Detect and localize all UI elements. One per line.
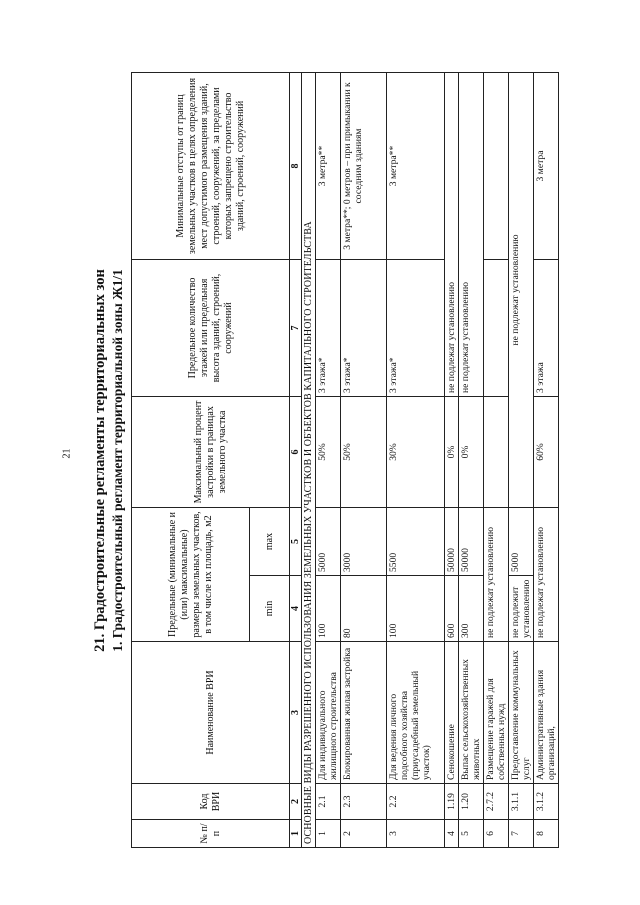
col-number: 6 — [290, 396, 302, 507]
row-percent: 50% — [341, 396, 387, 507]
row-num: 5 — [459, 820, 484, 848]
row-floors: 3 этажа* — [387, 259, 445, 396]
row-code: 2.3 — [341, 784, 387, 820]
row-num: 4 — [445, 820, 459, 848]
row-min: 600 — [445, 576, 459, 642]
row-percent: 30% — [387, 396, 445, 507]
row-name: Размещение гаражей для собственных нужд — [484, 642, 509, 784]
header-name: Наименование ВРИ — [132, 642, 290, 784]
col-number: 4 — [290, 576, 302, 642]
zone-subheading: 1. Градостроительный регламент территориальной зоны Ж1/1 — [110, 269, 125, 652]
row-sizes-merged: не подлежат установлению — [484, 507, 509, 641]
row-setback: 3 метра** — [387, 72, 445, 259]
row-empty — [484, 72, 509, 259]
row-setback: 3 метра** — [316, 72, 341, 259]
header-code: Код ВРИ — [132, 784, 290, 820]
page-number: 21 — [61, 448, 73, 459]
row-min: не подлежит установлению — [509, 576, 534, 642]
col-number: 7 — [290, 259, 302, 396]
page-heading: 21. Градостроительные регламенты территориальных зон — [92, 269, 108, 652]
row-floors: 3 этажа — [534, 259, 559, 396]
col-number: 5 — [290, 507, 302, 575]
table-row — [509, 72, 534, 847]
col-number: 2 — [290, 784, 302, 820]
header-min: min — [250, 576, 290, 642]
section-title: ОСНОВНЫЕ ВИДЫ РАЗРЕШЕННОГО ИСПОЛЬЗОВАНИЯ ЗЕМЕЛЬНЫХ УЧАСТКОВ И ОБЪЕКТОВ КАПИТАЛЬНОГО СТРОИТЕЛЬСТВА — [302, 72, 316, 847]
row-max: 3000 — [341, 507, 387, 575]
col-number: 8 — [290, 72, 302, 259]
row-setback: 3 метра — [534, 72, 559, 259]
row-num: 7 — [509, 820, 534, 848]
row-percent: 50% — [316, 396, 341, 507]
column-numbers-row — [290, 72, 302, 847]
row-max: 5000 — [316, 507, 341, 575]
row-num: 6 — [484, 820, 509, 848]
header-sizes: Предельные (минимальные и (или) максимальные) размеры земельных участков, в том числе их площадь, м2 — [132, 507, 250, 641]
row-name: Административные здания организаций, — [534, 642, 559, 784]
row-code: 2.1 — [316, 784, 341, 820]
row-num: 3 — [387, 820, 445, 848]
rotated-page — [91, 73, 557, 848]
row-num: 2 — [341, 820, 387, 848]
row-merged-values: не подлежат установлению — [459, 72, 484, 396]
row-empty — [484, 259, 509, 396]
row-percent: 0% — [445, 396, 459, 507]
header-setbacks: Минимальные отступы от границ земельных участков в целях определения мест допустимого размещения зданий, строений, сооружений, за пределами которых запрещено строительство зданий, строений, сооружений — [132, 72, 290, 259]
table-row — [459, 72, 484, 847]
header-num: № п/п — [132, 820, 290, 848]
row-code: 1.20 — [459, 784, 484, 820]
header-row-1 — [132, 72, 250, 847]
row-code: 3.1.2 — [534, 784, 559, 820]
row-percent: 60% — [534, 396, 559, 507]
table-row — [445, 72, 459, 847]
row-min: 300 — [459, 576, 484, 642]
row-code: 2.2 — [387, 784, 445, 820]
row-code: 3.1.1 — [509, 784, 534, 820]
row-name: Выпас сельскохозяйственных животных — [459, 642, 484, 784]
row-num: 1 — [316, 820, 341, 848]
row-merged-values: не подлежат установлению — [445, 72, 459, 396]
header-max: max — [250, 507, 290, 575]
row-floors: 3 этажа* — [316, 259, 341, 396]
row-name: Сенокошение — [445, 642, 459, 784]
header-percent: Максимальный процент застройки в границах земельного участка — [132, 396, 290, 507]
row-max: 50000 — [445, 507, 459, 575]
row-max: 5500 — [387, 507, 445, 575]
row-name: Блокированная жилая застройка — [341, 642, 387, 784]
table-row — [484, 72, 509, 847]
row-percent: 0% — [459, 396, 484, 507]
row-min: 80 — [341, 576, 387, 642]
row-floors: 3 этажа* — [341, 259, 387, 396]
header-floors: Предельное количество этажей или предельная высота зданий, строений, сооружений — [132, 259, 290, 396]
row-code: 1.19 — [445, 784, 459, 820]
table-row — [316, 72, 341, 847]
row-empty — [484, 396, 509, 507]
row-name: Для ведения личного подсобного хозяйства (приусадебный земельный участок) — [387, 642, 445, 784]
row-sizes-merged: не подлежат установлению — [534, 507, 559, 641]
row-min: 100 — [387, 576, 445, 642]
row-min: 100 — [316, 576, 341, 642]
table-row — [534, 72, 559, 847]
regulations-table — [131, 72, 559, 848]
row-setback: 3 метра**; 0 метров – при примыкании к соседним зданиям — [341, 72, 387, 259]
row-max: 50000 — [459, 507, 484, 575]
row-name: Для индивидуального жилищного строительства — [316, 642, 341, 784]
row-merged-values: не подлежат установлению — [509, 72, 534, 507]
col-number: 3 — [290, 642, 302, 784]
table-row — [341, 72, 387, 847]
row-max: 5000 — [509, 507, 534, 575]
row-num: 8 — [534, 820, 559, 848]
row-name: Предоставление коммунальных услуг — [509, 642, 534, 784]
table-row — [387, 72, 445, 847]
row-code: 2.7.2 — [484, 784, 509, 820]
col-number: 1 — [290, 820, 302, 848]
section-row — [302, 72, 316, 847]
